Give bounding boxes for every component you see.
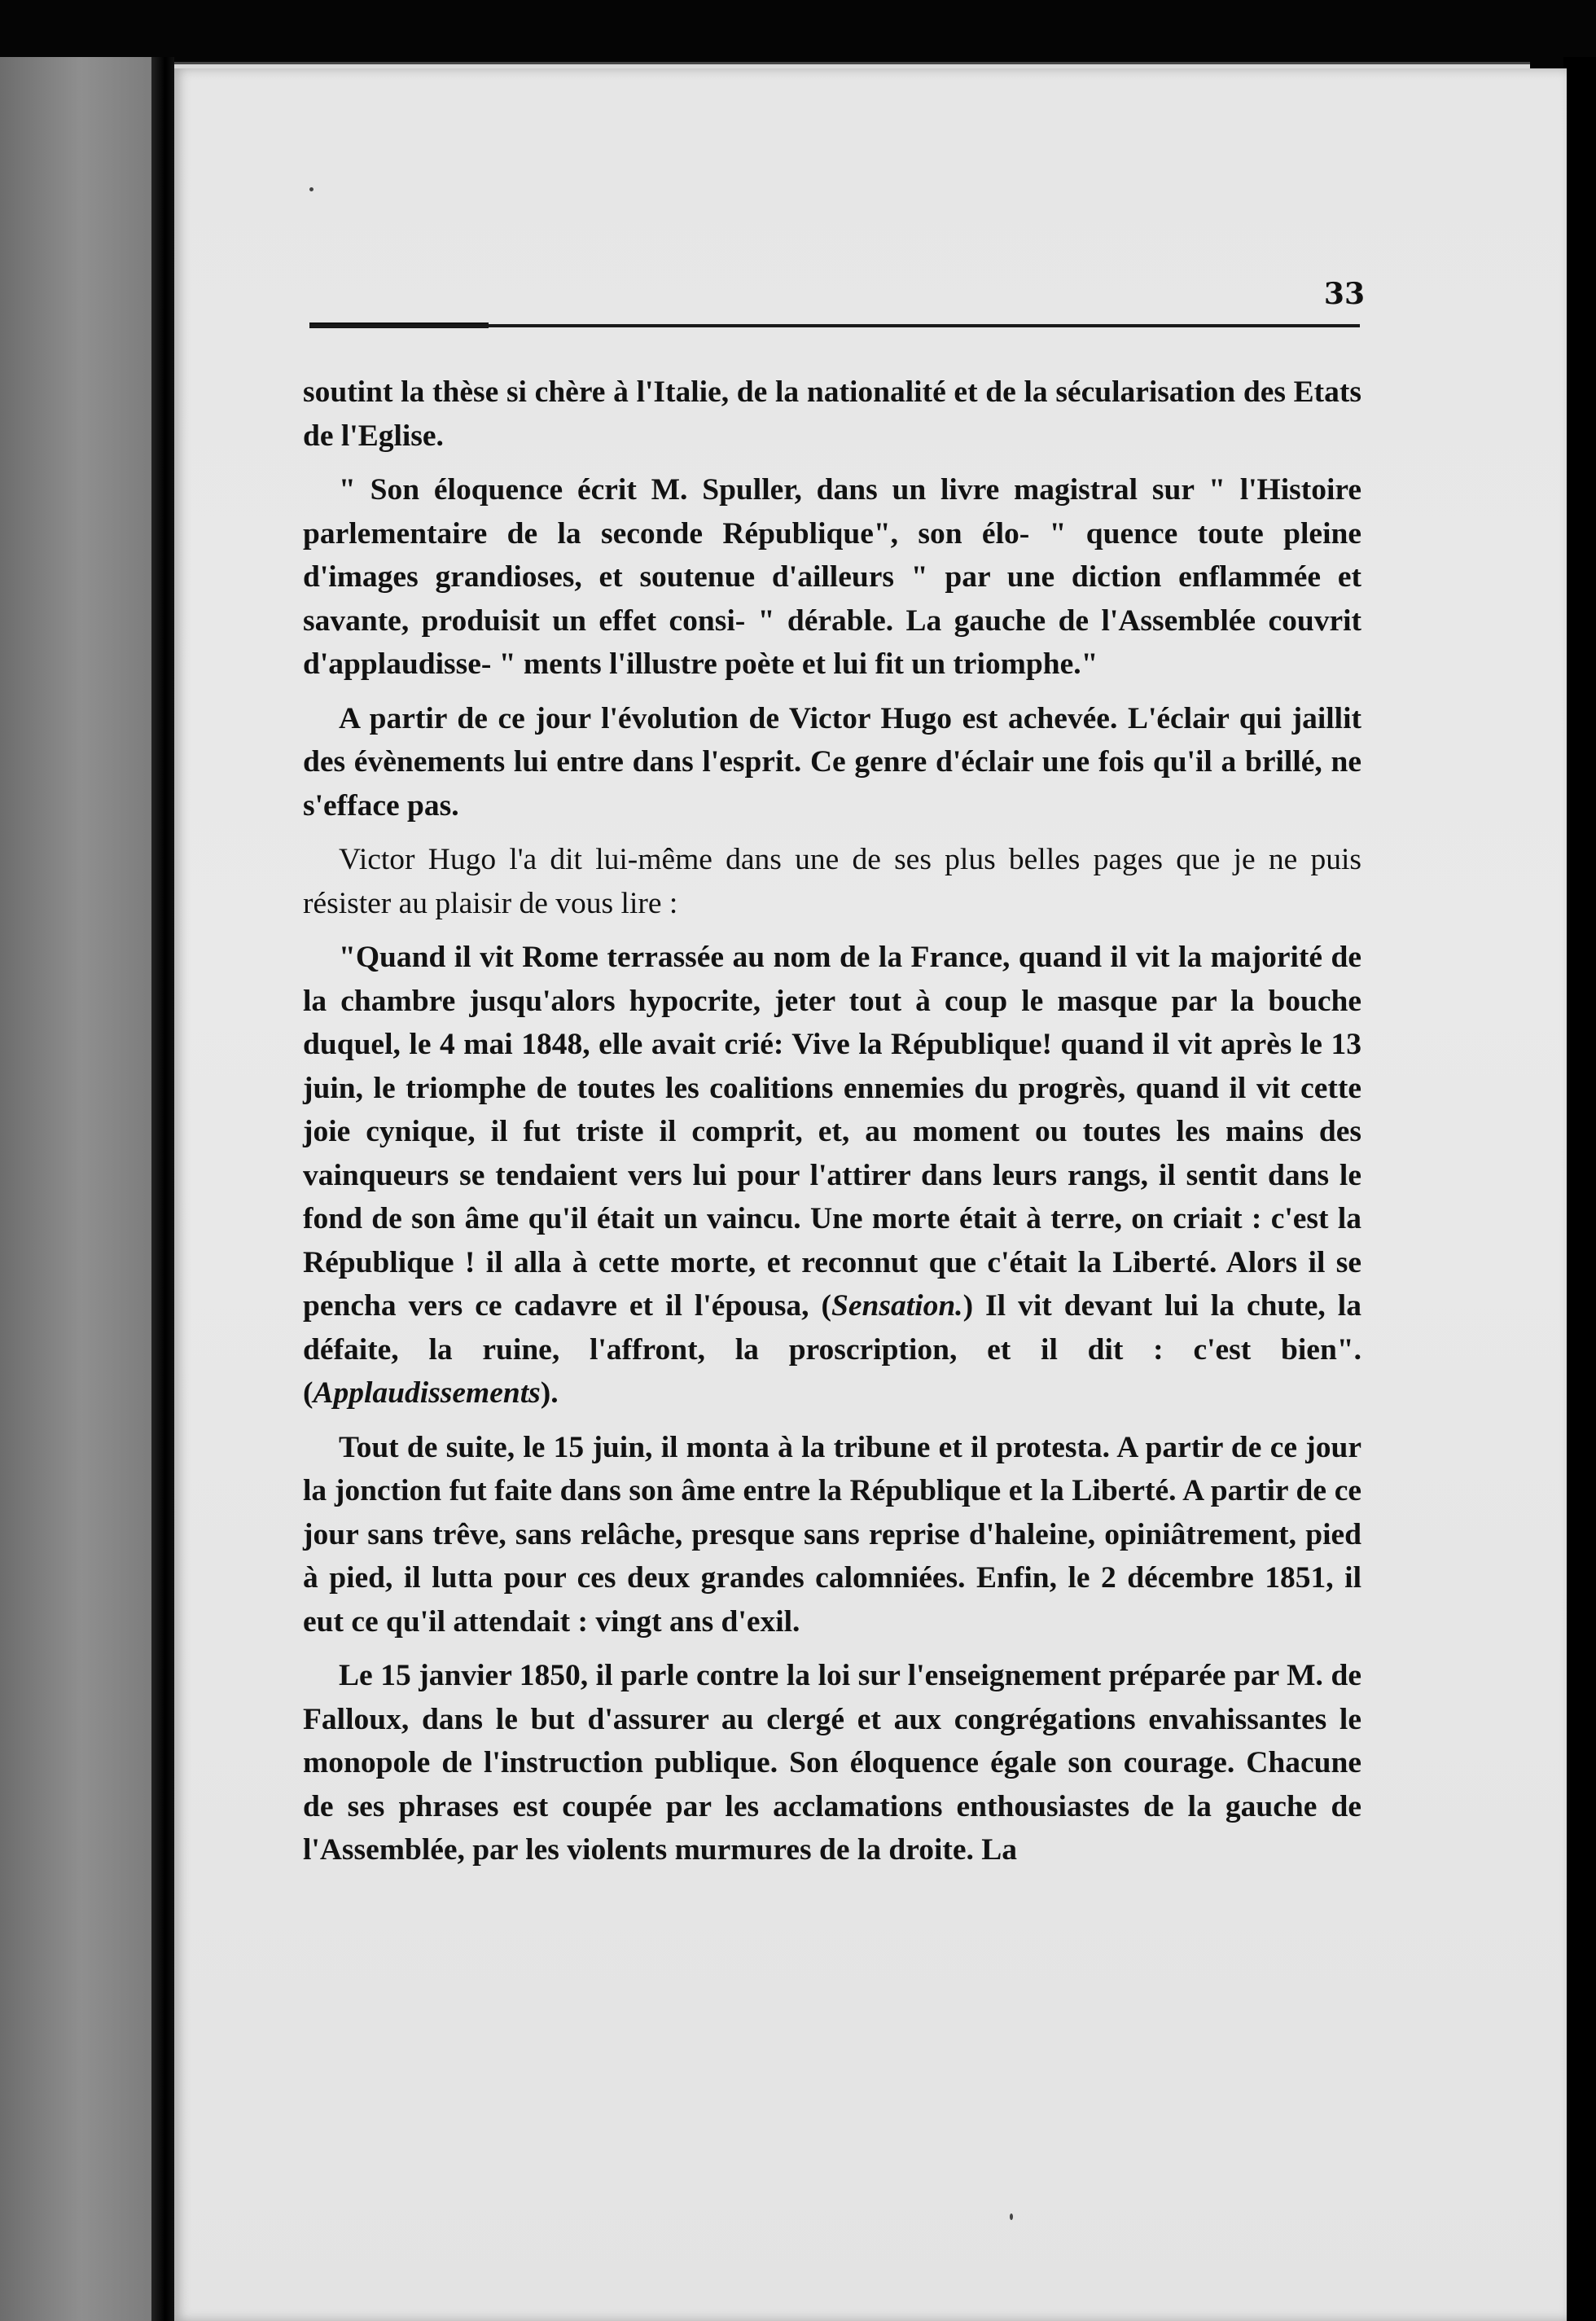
page-body [303, 371, 1361, 1883]
scan-speck [1010, 2214, 1013, 2220]
paragraph-hugo-quote [303, 936, 1361, 1415]
paragraph: Tout de suite, le 15 juin, il monta à la tribune et il protesta. A partir de ce jour la jonction fut faite dans son âme entre la République et la Liberté. A partir de ce jour sans trêve, sans relâche, presque sans reprise d'haleine, opiniâtrement, pied à pied, il lutta pour ces deux grandes calomniées. Enfin, le 2 décembre 1851, il eut ce qu'il attendait : vingt ans d'exil. [303, 1430, 1361, 1639]
scan-frame-right [1563, 57, 1596, 2321]
stage-direction-sensation: Sensation. [831, 1289, 963, 1323]
paragraph: soutint la thèse si chère à l'Italie, de la nationalité et de la sécularisation des Etats de l'Eglise. [303, 375, 1361, 453]
quote-text: ). [540, 1376, 559, 1410]
paragraph: Victor Hugo l'a dit lui-même dans une de ses plus belles pages que je ne puis résister au plaisir de vous lire : [303, 843, 1361, 920]
paragraph: Le 15 janvier 1850, il parle contre la loi sur l'enseignement préparée par M. de Falloux, dans le but d'assurer au clergé et aux congrégations envahissantes le monopole de l'instruction publique. Son éloquence égale son courage. Chacune de ses phrases est coupée par les acclamations enthousiastes de la gauche de l'Assemblée, par les violents murmures de la droite. La [303, 1659, 1361, 1867]
page-number: 33 [1323, 277, 1365, 311]
book-gutter [151, 57, 174, 2321]
scan-speck [309, 187, 314, 191]
paragraph-quote: " Son éloquence écrit M. Spuller, dans un livre magistral sur " l'Histoire parlementaire de la seconde République", son élo- " quence toute pleine d'images grandioses, et soutenue d'ailleurs " par une diction enflammée et savante, produisit un effet consi- " dérable. La gauche de l'Assemblée couvrit d'applaudisse- " ments l'illustre poète et lui fit un triomphe." [303, 473, 1361, 681]
stage-direction-applause: Applaudissements [313, 1376, 541, 1410]
paragraph: A partir de ce jour l'évolution de Victor Hugo est achevée. L'éclair qui jaillit des évènements lui entre dans l'esprit. Ce genre d'éclair une fois qu'il a brillé, ne s'efface pas. [303, 701, 1361, 823]
header-rule [309, 324, 1360, 327]
adjacent-page-edge [0, 57, 163, 2321]
quote-text: "Quand il vit Rome terrassée au nom de la France, quand il vit la majorité de la chambre jusqu'alors hypocrite, jeter tout à coup le masque par la bouche duquel, le 4 mai 1848, elle avait crié: Vive la République! quand il vit après le 13 juin, le triomphe de toutes les coalitions ennemies du progrès, quand il vit cette joie cynique, il fut triste il comprit, et, au moment ou toutes les mains des vainqueurs se tendaient vers lui pour l'attirer dans leurs rangs, il sentit dans le fond de son âme qu'il était un vaincu. Une morte était à terre, on criait : c'est la République ! il alla à cette morte, et reconnut que c'était la Liberté. Alors il se pencha vers ce cadavre et il l'épousa, ( [303, 941, 1361, 1323]
scan-frame-top [0, 0, 1596, 69]
quote-text: ) Il vit devant lui la chute, la défaite, la ruine, l'affront, la proscription, et il dit : c'est bien". ( [303, 1289, 1361, 1410]
